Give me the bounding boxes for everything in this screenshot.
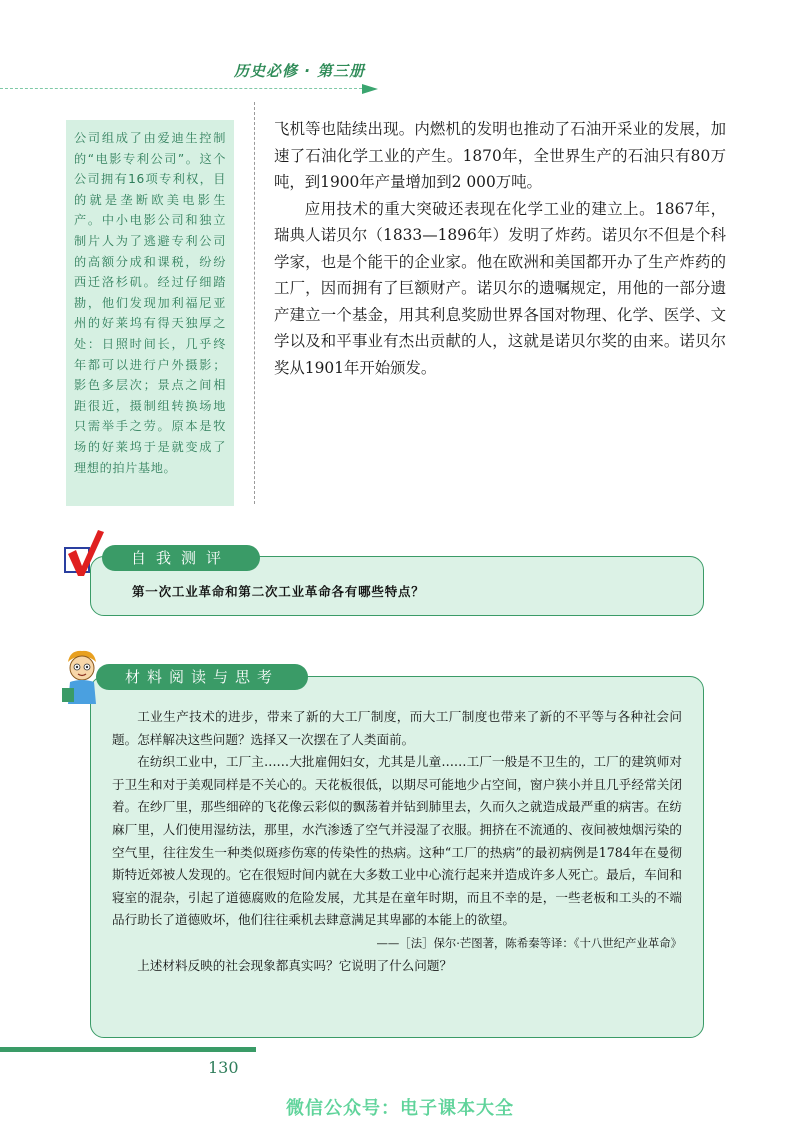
self-test-question: 第一次工业革命和第二次工业革命各有哪些特点？	[132, 584, 425, 599]
header-arrow-icon	[362, 84, 378, 94]
book-title: 历史必修 · 第三册	[234, 62, 366, 80]
sidebar-note: 公司组成了由爱迪生控制的“电影专利公司”。这个公司拥有16项专利权，目的就是垄断欧美电影生产。中小电影公司和独立制片人为了逃避专利公司的高额分成和课税，纷纷西迁洛杉矶。经过仔细踏勘，他们发现加利福尼亚州的好莱坞有得天独厚之处：日照时间长，几乎终年都可以进行户外摄影；影色多层次；景点之间相距很近，摄制组转换场地只需举手之劳。原本是牧场的好莱坞于是就变成了理想的拍片基地。	[66, 120, 234, 506]
reading-paragraph: 工业生产技术的进步，带来了新的大工厂制度，而大工厂制度也带来了新的不平等与各种社会问题。怎样解决这些问题？选择又一次摆在了人类面前。	[112, 709, 682, 747]
reading-text	[112, 706, 682, 977]
column-divider	[254, 102, 255, 504]
watermark: 微信公众号：电子课本大全	[286, 1098, 514, 1119]
reading-tab: 材料阅读与思考	[96, 664, 308, 690]
self-test-tab: 自我测评	[102, 545, 260, 571]
reading-paragraph: 在纺织工业中，工厂主……大批雇佣妇女，尤其是儿童……工厂一般是不卫生的，工厂的建筑师对于卫生和对于美观同样是不关心的。天花板很低，以期尽可能地少占空间，窗户狭小并且几乎经常关闭着。在纱厂里，那些细碎的飞花像云彩似的飘荡着并钻到肺里去，久而久之就造成最严重的病害。在纺麻厂里，人们使用湿纺法，那里，水汽渗透了空气并浸湿了衣服。拥挤在不流通的、夜间被烛烟污染的空气里，往往发生一种类似斑疹伤寒的传染性的热病。这种“工厂的热病”的最初病例是1784年在曼彻斯特近郊被人发现的。它在很短时间内就在大多数工业中心流行起来并造成许多人死亡。最后，车间和寝室的混杂，引起了道德腐败的危险发展，尤其是在童年时期，而且不幸的是，一些老板和工头的不端品行助长了道德败坏，他们往往乘机去肆意满足其卑鄙的本能上的欲望。	[112, 754, 682, 928]
main-paragraph: 飞机等也陆续出现。内燃机的发明也推动了石油开采业的发展，加速了石油化学工业的产生。1870年，全世界生产的石油只有80万吨，到1900年产量增加到2 000万吨。	[274, 120, 726, 191]
red-checkmark-icon	[64, 528, 104, 578]
main-paragraph: 应用技术的重大突破还表现在化学工业的建立上。1867年，瑞典人诺贝尔（1833—1896年）发明了炸药。诺贝尔不但是个科学家，也是个能干的企业家。他在欧洲和美国都开办了生产炸药的工厂，因而拥有了巨额财产。诺贝尔的遗嘱规定，用他的一部分遗产建立一个基金，用其利息奖励世界各国对物理、化学、医学、文学以及和平事业有杰出贡献的人，这就是诺贝尔奖的由来。诺贝尔奖从1901年开始颁发。	[274, 199, 726, 377]
reading-source: ——［法］保尔·芒图著，陈希秦等译：《十八世纪产业革命》	[376, 935, 682, 950]
header-dash-line	[0, 88, 362, 89]
footer-bar	[0, 1047, 256, 1052]
main-text	[274, 116, 726, 381]
page-number: 130	[208, 1058, 239, 1077]
reading-question: 上述材料反映的社会现象都真实吗？它说明了什么问题？	[137, 957, 453, 973]
